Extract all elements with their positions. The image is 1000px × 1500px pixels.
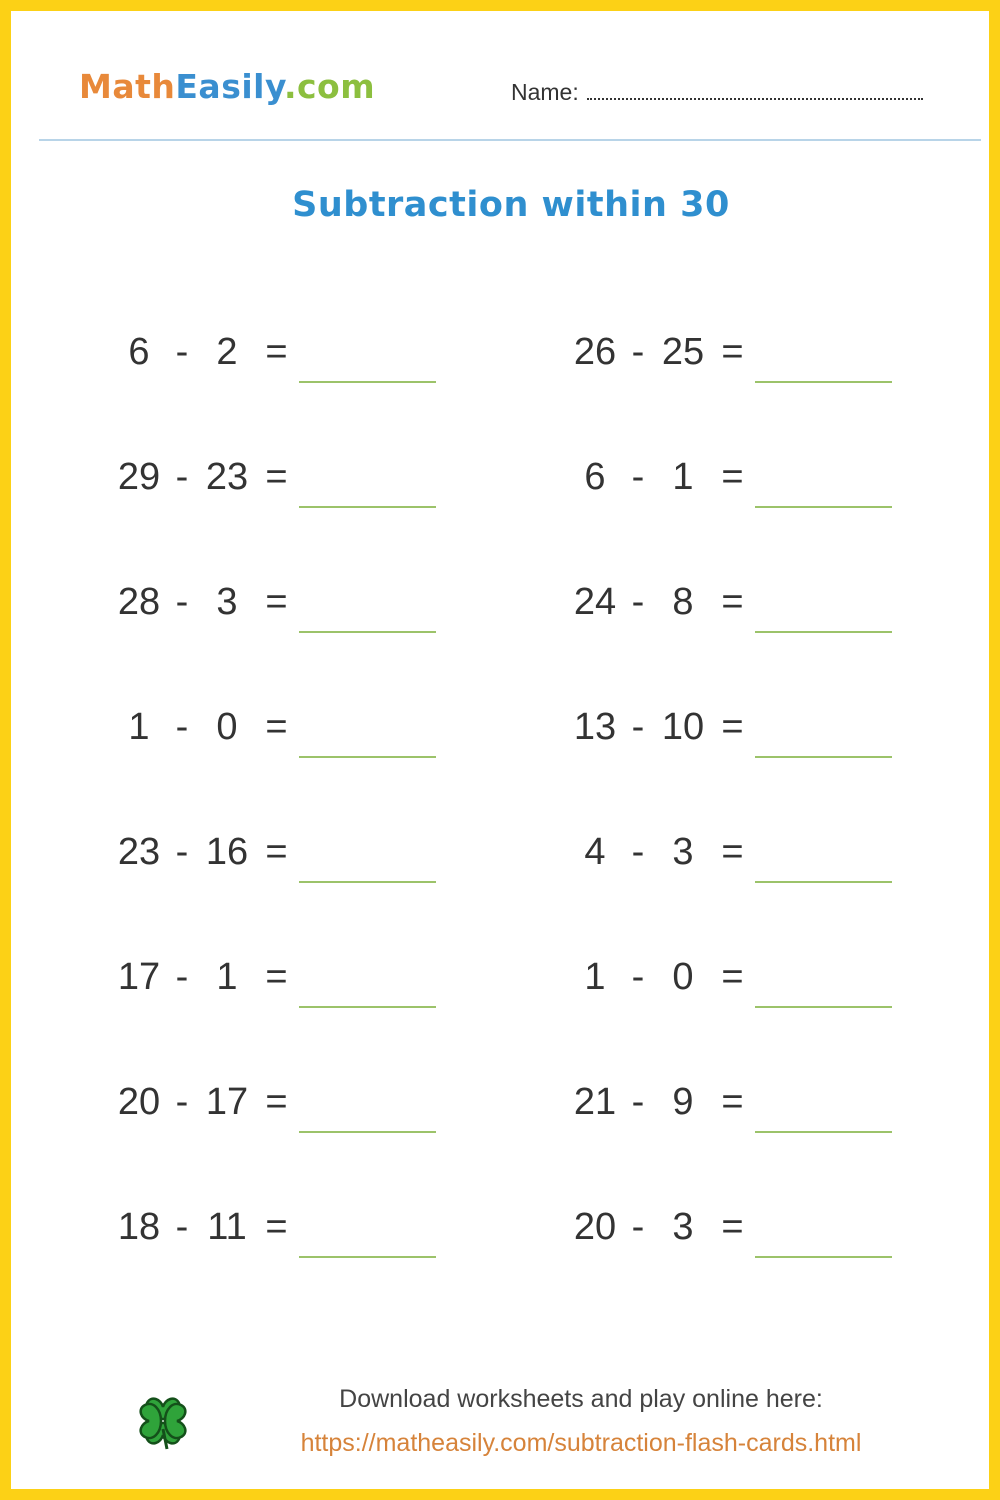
minuend: 18 (117, 1206, 161, 1248)
minuend: 21 (573, 1081, 617, 1123)
footer-text: Download worksheets and play online here: (339, 1385, 823, 1413)
subtrahend: 1 (216, 956, 238, 998)
answer-blank[interactable] (299, 756, 436, 758)
subtraction-problem (114, 831, 454, 891)
minus-sign: - (175, 1081, 189, 1123)
subtrahend: 11 (207, 1206, 247, 1248)
minus-sign: - (631, 706, 645, 748)
page-title: Subtraction within 30 (292, 185, 730, 225)
minus-sign: - (175, 831, 189, 873)
equals-sign: = (721, 1206, 744, 1248)
minuend: 20 (117, 1081, 161, 1123)
subtraction-problem (570, 831, 910, 891)
equals-sign: = (265, 581, 288, 623)
minuend: 29 (117, 456, 161, 498)
equals-sign: = (721, 331, 744, 373)
equals-sign: = (721, 956, 744, 998)
equals-sign: = (721, 456, 744, 498)
equals-sign: = (721, 581, 744, 623)
minuend: 17 (117, 956, 161, 998)
minus-sign: - (631, 1206, 645, 1248)
minuend: 23 (117, 831, 161, 873)
answer-blank[interactable] (755, 756, 892, 758)
answer-blank[interactable] (299, 506, 436, 508)
brand-logo (79, 67, 375, 106)
minus-sign: - (631, 456, 645, 498)
equals-sign: = (721, 706, 744, 748)
answer-blank[interactable] (755, 1006, 892, 1008)
minuend: 1 (584, 956, 606, 998)
subtraction-problem (570, 1206, 910, 1266)
subtrahend: 23 (205, 456, 249, 498)
minus-sign: - (631, 581, 645, 623)
subtrahend: 3 (672, 831, 694, 873)
subtrahend: 17 (205, 1081, 249, 1123)
subtraction-problem (570, 1081, 910, 1141)
answer-blank[interactable] (755, 881, 892, 883)
subtrahend: 9 (672, 1081, 694, 1123)
equals-sign: = (265, 706, 288, 748)
subtraction-problem (114, 1206, 454, 1266)
minus-sign: - (631, 956, 645, 998)
minuend: 4 (584, 831, 606, 873)
subtrahend: 3 (672, 1206, 694, 1248)
minus-sign: - (175, 1206, 189, 1248)
header-divider (39, 139, 981, 141)
minuend: 6 (128, 331, 150, 373)
answer-blank[interactable] (299, 1256, 436, 1258)
answer-blank[interactable] (299, 1006, 436, 1008)
answer-blank[interactable] (299, 381, 436, 383)
equals-sign: = (721, 1081, 744, 1123)
subtrahend: 8 (672, 581, 694, 623)
answer-blank[interactable] (755, 1131, 892, 1133)
answer-blank[interactable] (299, 881, 436, 883)
minus-sign: - (631, 331, 645, 373)
subtraction-problem (114, 331, 454, 391)
equals-sign: = (265, 831, 288, 873)
subtrahend: 16 (205, 831, 249, 873)
equals-sign: = (265, 956, 288, 998)
minuend: 20 (573, 1206, 617, 1248)
equals-sign: = (265, 456, 288, 498)
subtraction-problem (114, 456, 454, 516)
subtraction-problem (114, 581, 454, 641)
minuend: 6 (584, 456, 606, 498)
answer-blank[interactable] (755, 1256, 892, 1258)
subtrahend: 0 (672, 956, 694, 998)
equals-sign: = (721, 831, 744, 873)
minus-sign: - (175, 956, 189, 998)
answer-blank[interactable] (755, 506, 892, 508)
minuend: 26 (573, 331, 617, 373)
answer-blank[interactable] (755, 381, 892, 383)
subtraction-problem (570, 706, 910, 766)
subtrahend: 10 (661, 706, 705, 748)
subtrahend: 0 (216, 706, 238, 748)
equals-sign: = (265, 331, 288, 373)
subtraction-problem (114, 706, 454, 766)
minus-sign: - (175, 331, 189, 373)
subtrahend: 1 (672, 456, 694, 498)
minus-sign: - (631, 831, 645, 873)
subtraction-problem (570, 956, 910, 1016)
answer-blank[interactable] (299, 1131, 436, 1133)
subtraction-problem (570, 581, 910, 641)
subtrahend: 25 (661, 331, 705, 373)
subtrahend: 3 (216, 581, 238, 623)
brand-part-easily: Easily (175, 67, 284, 106)
brand-part-com: .com (283, 67, 376, 106)
name-field[interactable] (511, 79, 923, 106)
minuend: 13 (573, 706, 617, 748)
equals-sign: = (265, 1081, 288, 1123)
subtraction-problem (570, 456, 910, 516)
minuend: 28 (117, 581, 161, 623)
four-leaf-clover-icon (131, 1389, 195, 1453)
minus-sign: - (631, 1081, 645, 1123)
minuend: 24 (573, 581, 617, 623)
answer-blank[interactable] (299, 631, 436, 633)
footer-link[interactable]: https://matheasily.com/subtraction-flash-cards.html (300, 1429, 862, 1457)
minuend: 1 (128, 706, 150, 748)
subtraction-problem (114, 1081, 454, 1141)
name-label: Name: (511, 79, 579, 105)
brand-part-math: Math (79, 67, 176, 106)
subtraction-problem (114, 956, 454, 1016)
subtrahend: 2 (216, 331, 238, 373)
name-dotted-line[interactable] (587, 80, 923, 100)
minus-sign: - (175, 581, 189, 623)
minus-sign: - (175, 706, 189, 748)
answer-blank[interactable] (755, 631, 892, 633)
subtraction-problem (570, 331, 910, 391)
equals-sign: = (265, 1206, 288, 1248)
minus-sign: - (175, 456, 189, 498)
